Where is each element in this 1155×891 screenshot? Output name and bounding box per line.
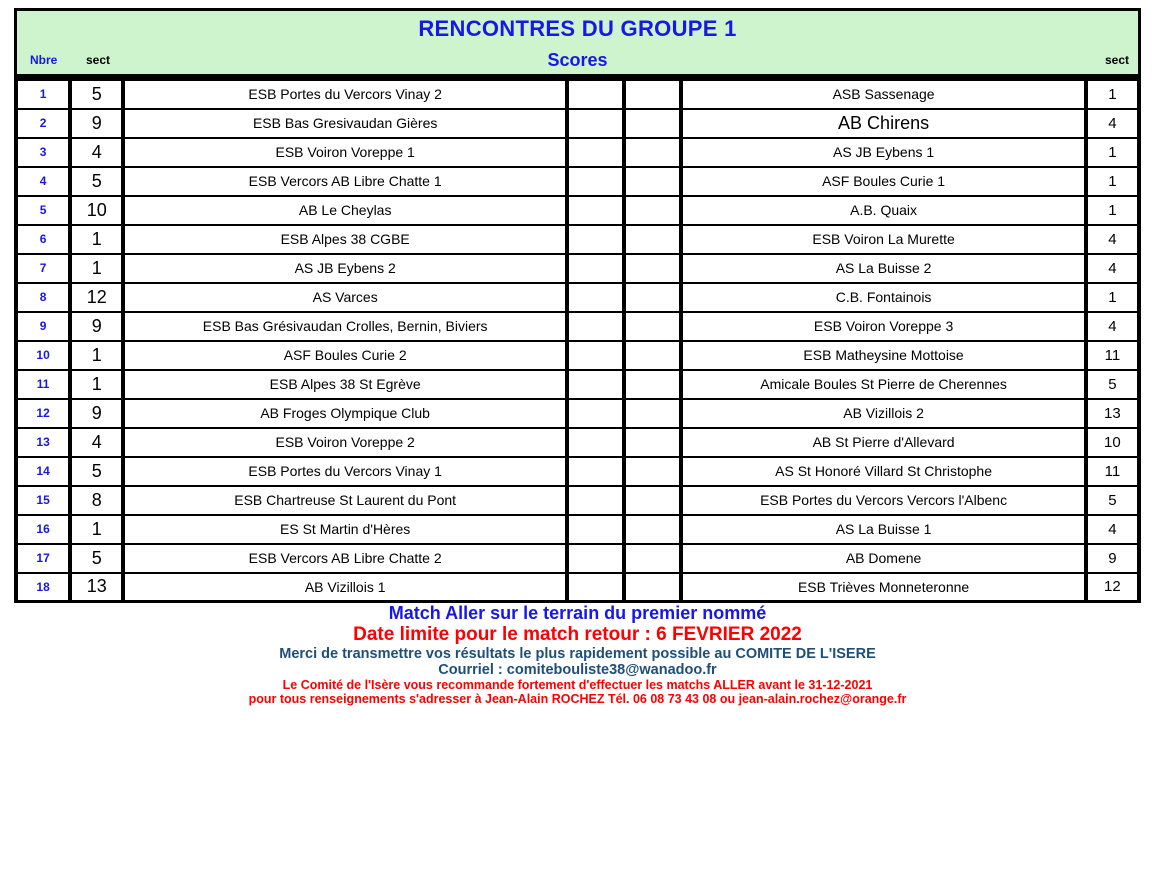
match-number: 16: [16, 515, 70, 544]
match-row: [16, 196, 1139, 225]
away-score-cell: [624, 486, 681, 515]
match-row: [16, 225, 1139, 254]
home-team-name: ESB Voiron Voreppe 1: [123, 138, 567, 167]
match-row: [16, 428, 1139, 457]
away-sect: 13: [1086, 399, 1139, 428]
away-team-name: ESB Matheysine Mottoise: [681, 341, 1085, 370]
away-sect: 11: [1086, 457, 1139, 486]
away-team-name: ESB Portes du Vercors Vercors l'Albenc: [681, 486, 1085, 515]
home-score-cell: [567, 544, 624, 573]
transmit-results-note: Merci de transmettre vos résultats le plus rapidement possible au COMITE DE L'ISERE: [279, 646, 876, 662]
away-score-cell: [624, 312, 681, 341]
away-score-cell: [624, 515, 681, 544]
away-team-name: ESB Voiron Voreppe 3: [681, 312, 1085, 341]
home-team-name: ES St Martin d'Hères: [123, 515, 567, 544]
away-sect: 4: [1086, 254, 1139, 283]
match-number: 11: [16, 370, 70, 399]
col-header-sect-right: sect: [1104, 53, 1129, 67]
match-row: [16, 312, 1139, 341]
results-sheet: [14, 8, 1141, 706]
away-team-name: AS La Buisse 2: [681, 254, 1085, 283]
match-row: [16, 80, 1139, 109]
match-number: 17: [16, 544, 70, 573]
home-score-cell: [567, 254, 624, 283]
away-sect: 4: [1086, 225, 1139, 254]
col-header-nbre: Nbre: [30, 53, 58, 67]
home-score-cell: [567, 225, 624, 254]
away-sect: 5: [1086, 486, 1139, 515]
away-team-name: Amicale Boules St Pierre de Cherennes: [681, 370, 1085, 399]
matches-table: [14, 78, 1141, 603]
home-team-name: AB Froges Olympique Club: [123, 399, 567, 428]
home-team-name: ESB Vercors AB Libre Chatte 2: [123, 544, 567, 573]
match-row: [16, 399, 1139, 428]
home-score-cell: [567, 428, 624, 457]
match-row: [16, 515, 1139, 544]
match-row: [16, 544, 1139, 573]
home-score-cell: [567, 573, 624, 602]
home-sect: 1: [70, 370, 123, 399]
match-row: [16, 573, 1139, 602]
home-team-name: ESB Portes du Vercors Vinay 1: [123, 457, 567, 486]
home-score-cell: [567, 312, 624, 341]
away-team-name: AB Chirens: [681, 109, 1085, 138]
away-sect: 1: [1086, 138, 1139, 167]
home-sect: 9: [70, 109, 123, 138]
group-title: RENCONTRES DU GROUPE 1: [418, 16, 737, 41]
away-score-cell: [624, 138, 681, 167]
match-row: [16, 283, 1139, 312]
away-sect: 11: [1086, 341, 1139, 370]
match-row: [16, 167, 1139, 196]
match-number: 8: [16, 283, 70, 312]
home-sect: 9: [70, 312, 123, 341]
home-sect: 5: [70, 80, 123, 109]
home-team-name: ESB Chartreuse St Laurent du Pont: [123, 486, 567, 515]
match-row: [16, 457, 1139, 486]
match-row: [16, 370, 1139, 399]
home-sect: 4: [70, 138, 123, 167]
away-sect: 10: [1086, 428, 1139, 457]
home-sect: 4: [70, 428, 123, 457]
match-number: 10: [16, 341, 70, 370]
match-row: [16, 109, 1139, 138]
away-sect: 1: [1086, 80, 1139, 109]
home-score-cell: [567, 109, 624, 138]
match-number: 5: [16, 196, 70, 225]
away-team-name: ESB Trièves Monneteronne: [681, 573, 1085, 602]
home-team-name: AS Varces: [123, 283, 567, 312]
away-score-cell: [624, 109, 681, 138]
match-number: 7: [16, 254, 70, 283]
away-team-name: A.B. Quaix: [681, 196, 1085, 225]
table-header: [14, 8, 1141, 78]
away-score-cell: [624, 196, 681, 225]
match-number: 18: [16, 573, 70, 602]
away-team-name: ASB Sassenage: [681, 80, 1085, 109]
match-row: [16, 486, 1139, 515]
match-number: 12: [16, 399, 70, 428]
home-sect: 5: [70, 457, 123, 486]
home-score-cell: [567, 515, 624, 544]
away-score-cell: [624, 254, 681, 283]
away-score-cell: [624, 283, 681, 312]
home-team-name: ESB Portes du Vercors Vinay 2: [123, 80, 567, 109]
match-number: 2: [16, 109, 70, 138]
away-score-cell: [624, 225, 681, 254]
away-sect: 1: [1086, 196, 1139, 225]
away-score-cell: [624, 457, 681, 486]
match-aller-note: Match Aller sur le terrain du premier nommé: [388, 603, 767, 623]
home-score-cell: [567, 138, 624, 167]
home-sect: 1: [70, 225, 123, 254]
contact-info-note: pour tous renseignements s'adresser à Jean-Alain ROCHEZ Tél. 06 08 73 43 08 ou jean-alain.rochez@orange.fr: [248, 692, 907, 706]
away-sect: 1: [1086, 167, 1139, 196]
match-rows: [16, 80, 1139, 602]
away-team-name: ESB Voiron La Murette: [681, 225, 1085, 254]
aller-recommendation-note: Le Comité de l'Isère vous recommande fortement d'effectuer les matchs ALLER avant le 31-12-2021: [282, 678, 873, 692]
away-score-cell: [624, 80, 681, 109]
match-number: 3: [16, 138, 70, 167]
away-team-name: AS JB Eybens 1: [681, 138, 1085, 167]
match-number: 15: [16, 486, 70, 515]
home-sect: 10: [70, 196, 123, 225]
match-row: [16, 254, 1139, 283]
away-sect: 4: [1086, 109, 1139, 138]
home-score-cell: [567, 167, 624, 196]
away-team-name: AB Vizillois 2: [681, 399, 1085, 428]
committee-email: Courriel : comitebouliste38@wanadoo.fr: [438, 662, 717, 678]
away-score-cell: [624, 167, 681, 196]
match-row: [16, 138, 1139, 167]
match-number: 4: [16, 167, 70, 196]
away-team-name: ASF Boules Curie 1: [681, 167, 1085, 196]
away-sect: 12: [1086, 573, 1139, 602]
away-sect: 1: [1086, 283, 1139, 312]
away-sect: 9: [1086, 544, 1139, 573]
away-team-name: C.B. Fontainois: [681, 283, 1085, 312]
footer-notes: [14, 603, 1141, 706]
home-team-name: ESB Alpes 38 St Egrève: [123, 370, 567, 399]
home-sect: 12: [70, 283, 123, 312]
away-sect: 4: [1086, 515, 1139, 544]
home-sect: 1: [70, 515, 123, 544]
col-header-sect-left: sect: [86, 53, 111, 67]
home-team-name: ESB Voiron Voreppe 2: [123, 428, 567, 457]
away-score-cell: [624, 428, 681, 457]
match-number: 14: [16, 457, 70, 486]
home-score-cell: [567, 370, 624, 399]
away-score-cell: [624, 544, 681, 573]
away-score-cell: [624, 370, 681, 399]
match-number: 9: [16, 312, 70, 341]
home-score-cell: [567, 283, 624, 312]
match-number: 6: [16, 225, 70, 254]
away-score-cell: [624, 573, 681, 602]
home-team-name: ASF Boules Curie 2: [123, 341, 567, 370]
home-sect: 9: [70, 399, 123, 428]
home-team-name: AB Vizillois 1: [123, 573, 567, 602]
home-team-name: ESB Vercors AB Libre Chatte 1: [123, 167, 567, 196]
home-sect: 1: [70, 254, 123, 283]
away-team-name: AB St Pierre d'Allevard: [681, 428, 1085, 457]
home-score-cell: [567, 486, 624, 515]
away-team-name: AB Domene: [681, 544, 1085, 573]
return-deadline-note: Date limite pour le match retour : 6 FEVRIER 2022: [353, 624, 802, 645]
home-score-cell: [567, 80, 624, 109]
home-team-name: ESB Bas Grésivaudan Crolles, Bernin, Biviers: [123, 312, 567, 341]
match-number: 13: [16, 428, 70, 457]
home-team-name: AB Le Cheylas: [123, 196, 567, 225]
away-score-cell: [624, 399, 681, 428]
home-score-cell: [567, 341, 624, 370]
home-team-name: ESB Alpes 38 CGBE: [123, 225, 567, 254]
home-score-cell: [567, 399, 624, 428]
away-sect: 4: [1086, 312, 1139, 341]
home-sect: 5: [70, 544, 123, 573]
away-team-name: AS La Buisse 1: [681, 515, 1085, 544]
away-score-cell: [624, 341, 681, 370]
home-score-cell: [567, 457, 624, 486]
away-team-name: AS St Honoré Villard St Christophe: [681, 457, 1085, 486]
home-team-name: AS JB Eybens 2: [123, 254, 567, 283]
match-number: 1: [16, 80, 70, 109]
home-sect: 8: [70, 486, 123, 515]
home-score-cell: [567, 196, 624, 225]
match-row: [16, 341, 1139, 370]
scores-title: Scores: [547, 50, 608, 70]
home-team-name: ESB Bas Gresivaudan Gières: [123, 109, 567, 138]
home-sect: 13: [70, 573, 123, 602]
home-sect: 5: [70, 167, 123, 196]
home-sect: 1: [70, 341, 123, 370]
away-sect: 5: [1086, 370, 1139, 399]
